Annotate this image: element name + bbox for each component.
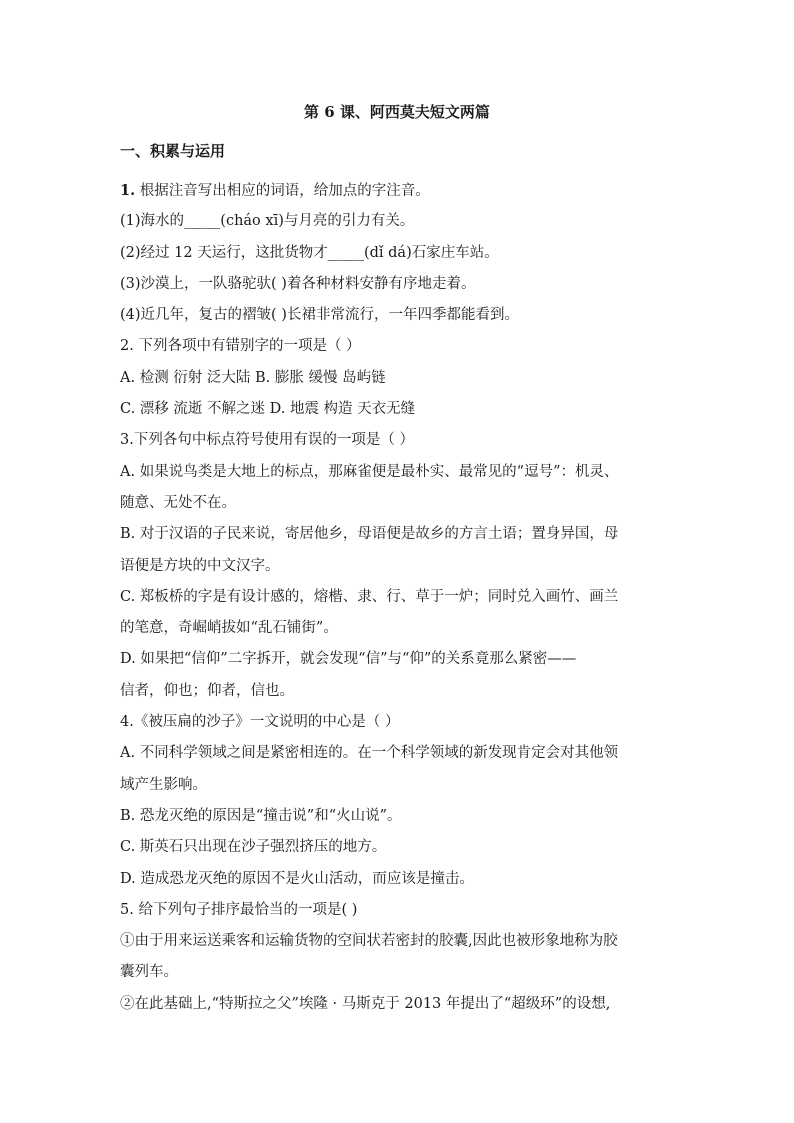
text-line: A. 如果说鸟类是大地上的标点，那麻雀便是最朴实、最常见的“逗号”：机灵、 — [120, 463, 619, 480]
text-line: ①由于用来运送乘客和运输货物的空间状若密封的胶囊,因此也被形象地称为胶 — [120, 933, 618, 950]
section-heading: 一、积累与运用 — [120, 142, 226, 160]
text-line — [120, 175, 680, 206]
text-line: (2)经过 12 天运行，这批货物才_____(dǐ dá)石家庄车站。 — [120, 244, 499, 261]
line-text: 根据注音写出相应的词语，给加点的字注音。 — [135, 183, 430, 199]
text-line: (3)沙漠上，一队骆驼驮( )着各种材料安静有序地走着。 — [120, 275, 476, 292]
text-line: (4)近几年，复古的褶皱( )长裙非常流行，一年四季都能看到。 — [120, 307, 519, 324]
text-line: C. 漂移 流逝 不解之迷 D. 地震 构造 天衣无缝 — [120, 401, 416, 418]
question-body — [120, 175, 680, 1020]
text-line: D. 如果把“信仰”二字拆开，就会发现“信”与“仰”的关系竟那么紧密—— — [120, 651, 577, 668]
page-title: 第 6 课、阿西莫夫短文两篇 — [304, 103, 490, 121]
text-line: A. 不同科学领域之间是紧密相连的。在一个科学领域的新发现肯定会对其他领 — [120, 745, 619, 762]
text-line: 3.下列各句中标点符号使用有误的一项是（ ） — [120, 432, 414, 449]
text-line: 2. 下列各项中有错别字的一项是（ ） — [120, 338, 361, 355]
text-line: 域产生影响。 — [120, 776, 207, 793]
text-line: 4.《被压扁的沙子》一文说明的中心是（ ） — [120, 714, 400, 731]
text-line: (1)海水的_____(cháo xī)与月亮的引力有关。 — [120, 213, 415, 230]
text-line: 5. 给下列句子排序最恰当的一项是( ) — [120, 901, 358, 918]
text-line: 语便是方块的中文汉字。 — [120, 557, 280, 574]
text-line: B. 对于汉语的子民来说，寄居他乡，母语便是故乡的方言土语；置身异国，母 — [120, 526, 619, 543]
text-line: 信者，仰也；仰者，信也。 — [120, 682, 294, 699]
text-line: D. 造成恐龙灭绝的原因不是火山活动，而应该是撞击。 — [120, 870, 474, 887]
text-line: B. 恐龙灭绝的原因是“撞击说”和“火山说”。 — [120, 807, 402, 824]
text-line: 的笔意，奇崛峭拔如“乱石铺街”。 — [120, 620, 338, 637]
text-line: A. 检测 衍射 泛大陆 B. 膨胀 缓慢 岛屿链 — [120, 369, 386, 386]
text-line: 囊列车。 — [120, 964, 178, 981]
text-line: ②在此基础上,“特斯拉之父”埃隆 · 马斯克于 2013 年提出了“超级环”的设想, — [120, 995, 611, 1012]
text-line: 随意、无处不在。 — [120, 494, 236, 511]
text-line: C. 斯英石只出现在沙子强烈挤压的地方。 — [120, 839, 387, 856]
question-number: 1. — [120, 182, 136, 199]
text-line: C. 郑板桥的字是有设计感的，熔楷、隶、行、草于一炉；同时兑入画竹、画兰 — [120, 588, 619, 605]
